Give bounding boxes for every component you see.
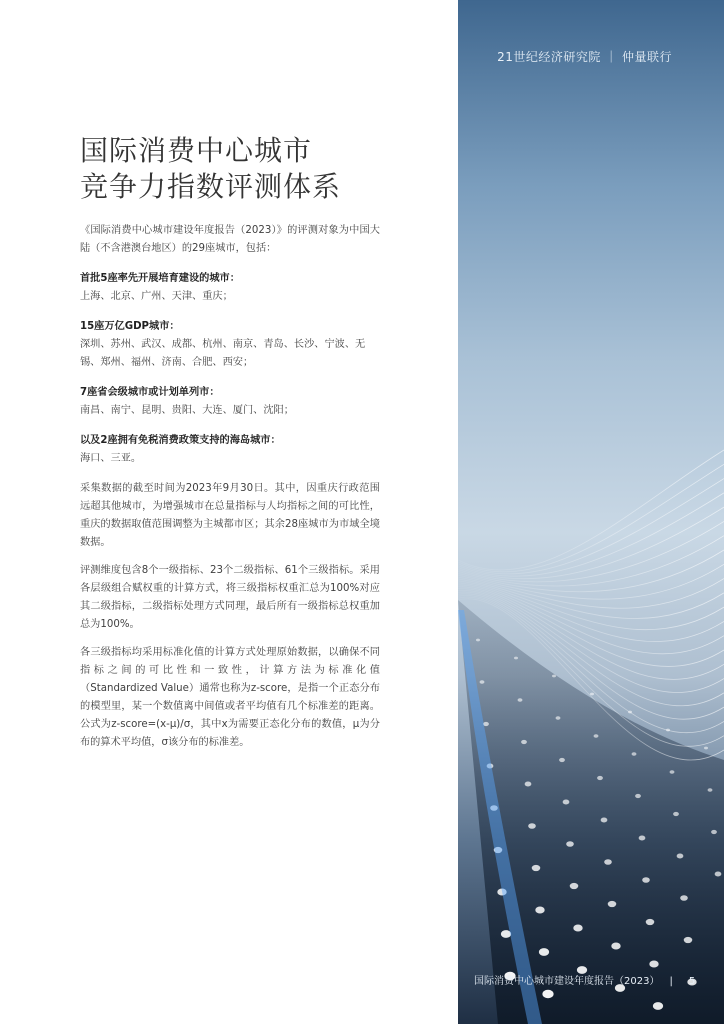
light-dot — [476, 639, 480, 642]
light-dot — [514, 657, 518, 660]
light-dot — [711, 830, 717, 834]
city-group-provincial — [80, 384, 380, 420]
light-dot — [715, 872, 722, 877]
light-dot — [684, 937, 693, 943]
light-dot — [594, 734, 599, 738]
city-group-list: 南昌、南宁、昆明、贵阳、大连、厦门、沈阳； — [80, 405, 294, 416]
cover-image-panel — [458, 0, 724, 1024]
light-dot — [673, 812, 679, 816]
dimension-paragraph: 评测维度包含8个一级指标、23个二级指标、61个三级指标。采用各层级组合赋权重的计算方式，将三级指标权重汇总为100%对应其二级指标，二级指标处理方式同理，最后所有一级指标总权重加总为100%。 — [80, 565, 380, 630]
light-dot — [525, 782, 532, 787]
wave-line — [458, 507, 724, 579]
light-dot — [535, 907, 544, 914]
city-group-trillion-gdp — [80, 318, 380, 372]
city-group-list: 上海、北京、广州、天津、重庆； — [80, 291, 233, 302]
brand-header: 21世纪经济研究院 ｜ 仲量联行 — [497, 50, 672, 64]
light-dot — [563, 800, 570, 805]
light-dot — [528, 823, 536, 829]
light-dot — [646, 919, 655, 925]
light-dot — [649, 961, 658, 968]
city-group-heading: 15座万亿GDP城市： — [80, 321, 180, 332]
light-dot — [480, 680, 485, 684]
page-title-line-2: 竞争力指数评测体系 — [80, 170, 342, 203]
city-group-island — [80, 432, 380, 468]
light-dot — [521, 740, 527, 744]
light-dot — [677, 854, 684, 859]
light-wave-illustration — [458, 0, 724, 1024]
light-dot — [532, 865, 541, 871]
wave-line — [458, 464, 724, 572]
city-group-first-batch — [80, 270, 380, 306]
light-dot — [639, 836, 646, 841]
light-dot — [539, 948, 549, 956]
city-group-heading: 以及2座拥有免税消费政策支持的海岛城市： — [80, 435, 281, 446]
wave-line — [458, 577, 724, 608]
city-group-heading: 首批5座率先开展培育建设的城市： — [80, 273, 240, 284]
footer-separator: | — [669, 976, 673, 987]
light-dot — [708, 788, 713, 792]
wave-line — [458, 550, 724, 592]
light-dot — [559, 758, 565, 762]
wave-line — [458, 479, 724, 574]
light-dot — [704, 747, 708, 750]
intro-paragraph: 《国际消费中心城市建设年度报告（2023）》的评测对象为中国大陆（不含港澳台地区）的29座城市，包括： — [80, 225, 380, 254]
light-dot — [518, 698, 523, 702]
light-dot — [590, 693, 594, 696]
light-dot — [628, 711, 632, 714]
page-title — [80, 133, 440, 205]
method-paragraph: 各三级指标均采用标准化值的计算方式处理原始数据，以确保不同指标之间的可比性和一致性，计算方法为标准化值（Standardized Value）通常也称为z-score，是指一个正态分布的模型里，某一个数值离中间值或者平均值有几个标准差的距离。公式为z-score=(x-μ)/σ，其中x为需要正态化分布的数值，μ为分布的算术平均值，σ该分布的标准差。 — [80, 647, 380, 748]
body-content — [80, 222, 380, 762]
light-dot — [542, 990, 553, 998]
wave-line — [458, 450, 724, 570]
light-dot — [680, 895, 688, 901]
page-title-line-1: 国际消费中心城市 — [80, 134, 313, 167]
light-dot — [566, 841, 574, 847]
light-dot — [642, 877, 650, 883]
light-dot — [604, 859, 612, 865]
page-footer — [474, 972, 695, 987]
light-dot — [611, 943, 620, 950]
light-dot — [666, 729, 670, 732]
wave-line — [458, 536, 724, 586]
city-group-list: 海口、三亚。 — [80, 453, 142, 464]
light-dot — [635, 794, 641, 798]
light-dot — [608, 901, 617, 907]
data-cutoff-paragraph: 采集数据的截至时间为2023年9月30日。其中，因重庆行政范围远超其他城市，为增强城市在总量指标与人均指标之间的可比性，重庆的数据取值范围调整为主城都市区；其余28座城市为市域全境数据。 — [80, 483, 380, 548]
light-dot — [556, 716, 561, 720]
city-group-list: 深圳、苏州、武汉、成都、杭州、南京、青岛、长沙、宁波、无锡、郑州、福州、济南、合肥、西安； — [80, 339, 366, 368]
light-dot — [597, 776, 603, 780]
light-dot — [570, 883, 579, 889]
light-dot — [601, 818, 608, 823]
light-dot — [552, 675, 556, 678]
light-dot — [632, 752, 637, 756]
light-dot — [653, 1002, 663, 1010]
footer-report-title: 国际消费中心城市建设年度报告（2023） — [474, 976, 660, 987]
page-number: 5 — [688, 976, 696, 987]
wave-line — [458, 493, 724, 576]
light-dot — [573, 925, 582, 932]
city-group-heading: 7座省会级城市或计划单列市： — [80, 387, 220, 398]
light-dot — [670, 770, 675, 774]
